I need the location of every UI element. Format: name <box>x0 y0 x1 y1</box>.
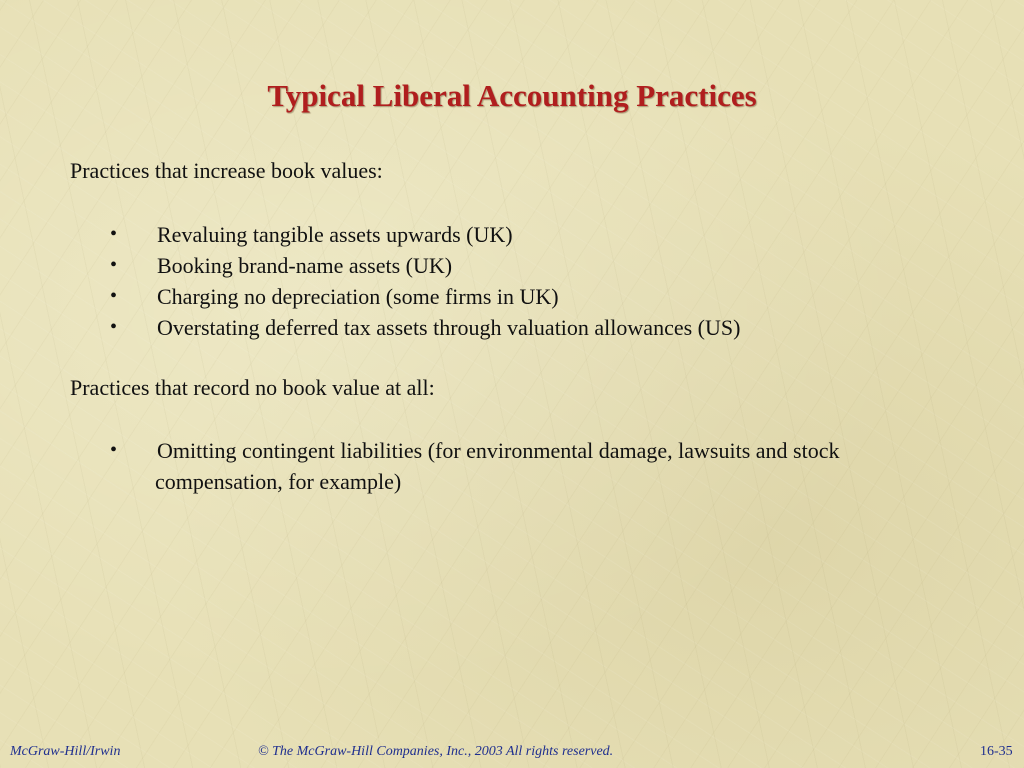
bullet-icon: • <box>110 223 118 245</box>
bullet-text: Overstating deferred tax assets through valuation allowances (US) <box>157 315 741 340</box>
bullet-text: compensation, for example) <box>155 469 402 494</box>
bullet-icon: • <box>110 316 118 338</box>
bullet-list-increase <box>110 219 990 343</box>
bullet-icon: • <box>110 285 118 307</box>
footer-page-number: 16-35 <box>980 744 1013 759</box>
section-heading-no-value: Practices that record no book value at all: <box>70 375 435 400</box>
bullet-text: Booking brand-name assets (UK) <box>157 253 453 278</box>
list-item <box>110 219 990 250</box>
bullet-icon: • <box>110 439 118 461</box>
section-heading-increase: Practices that increase book values: <box>70 158 383 183</box>
slide-title: Typical Liberal Accounting Practices <box>267 78 757 113</box>
footer-publisher: McGraw-Hill/Irwin <box>10 744 121 759</box>
list-item <box>110 435 990 466</box>
list-item <box>110 250 990 281</box>
list-item-continuation <box>110 466 990 497</box>
bullet-list-no-value <box>110 435 990 497</box>
bullet-text: Revaluing tangible assets upwards (UK) <box>157 222 513 247</box>
bullet-text: Charging no depreciation (some firms in UK) <box>157 284 559 309</box>
footer-copyright: © The McGraw-Hill Companies, Inc., 2003 All rights reserved. <box>258 744 614 759</box>
list-item <box>110 312 990 343</box>
list-item <box>110 281 990 312</box>
bullet-text: Omitting contingent liabilities (for environmental damage, lawsuits and stock <box>157 438 840 463</box>
bullet-icon: • <box>110 254 118 276</box>
